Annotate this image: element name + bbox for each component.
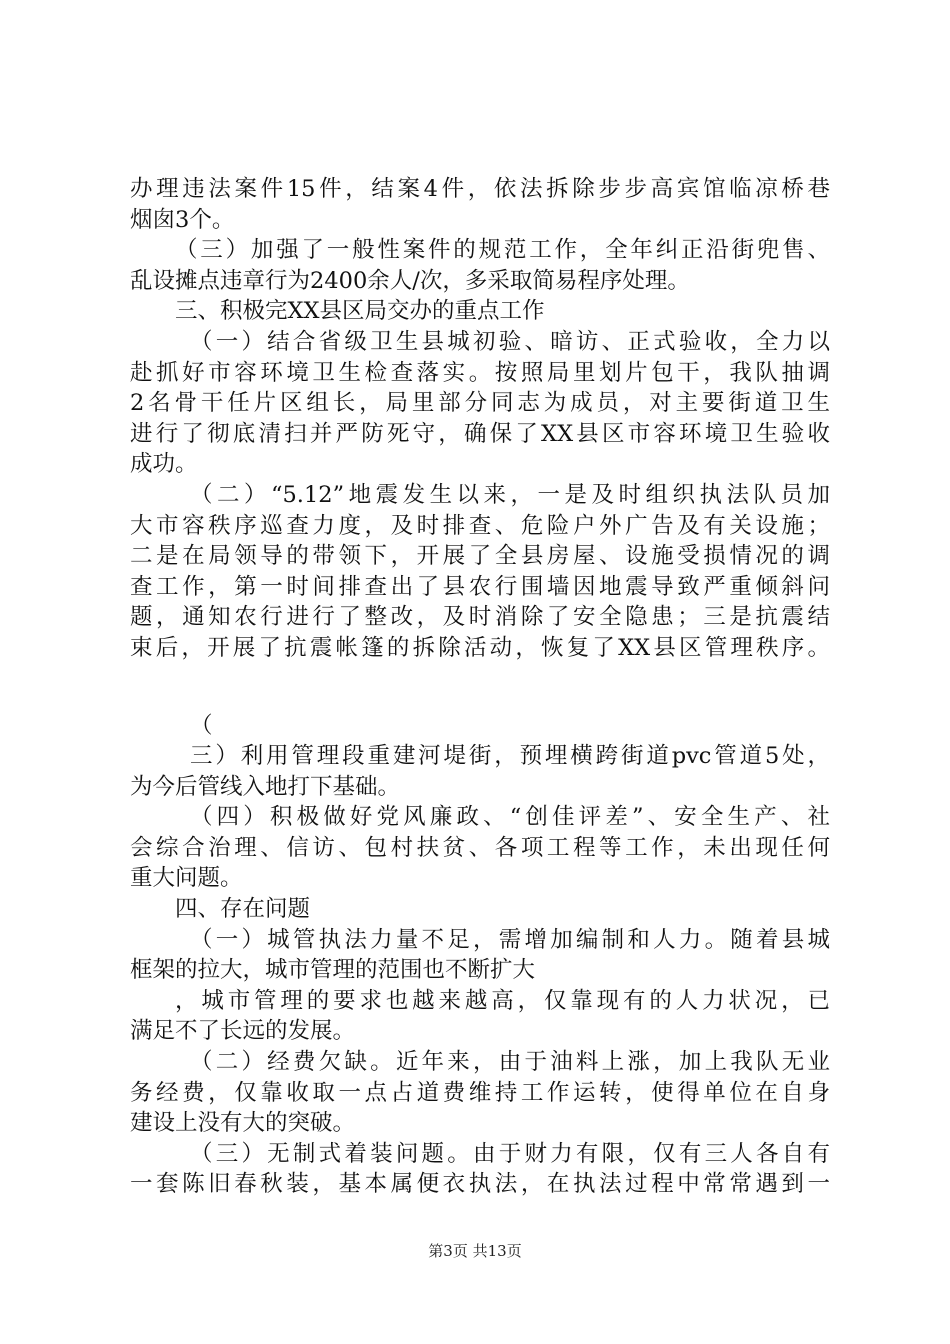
text-line: 烟囱3个。	[130, 206, 235, 233]
text-line: 查工作，第一时间排查出了县农行围墙因地震导致严重倾斜问	[130, 573, 830, 600]
text-line: 重大问题。	[130, 865, 243, 892]
text-line: 成功。	[130, 451, 198, 478]
text-line: 为今后管线入地打下基础。	[130, 773, 401, 800]
text-line: 进行了彻底清扫并严防死守，确保了XX县区市容环境卫生验收	[130, 420, 830, 447]
text-line: 2名骨干任片区组长，局里部分同志为成员，对主要街道卫生	[130, 390, 830, 417]
section-heading: 三、积极完XX县区局交办的重点工作	[175, 298, 545, 325]
text-line: 会综合治理、信访、包村扶贫、各项工程等工作，未出现任何	[130, 834, 830, 861]
text-line: （三）无制式着装问题。由于财力有限，仅有三人各自有	[190, 1140, 830, 1167]
text-line: 题，通知农行进行了整改，及时消除了安全隐患；三是抗震结	[130, 604, 830, 631]
body-text	[130, 174, 830, 1200]
text-line: （一）城管执法力量不足，需增加编制和人力。随着县城	[190, 926, 830, 953]
text-line: 三）利用管理段重建河堤街，预埋横跨街道pvc管道5处，	[190, 743, 830, 770]
text-line: 满足不了长远的发展。	[130, 1018, 356, 1045]
text-line: （四）积极做好党风廉政、“创佳评差”、安全生产、社	[190, 804, 830, 831]
text-line: 一套陈旧春秋装，基本属便衣执法，在执法过程中常常遇到一	[130, 1171, 830, 1198]
text-line: 务经费，仅靠收取一点占道费维持工作运转，使得单位在自身	[130, 1079, 830, 1106]
text-line: 框架的拉大，城市管理的范围也不断扩大	[130, 957, 536, 984]
text-line: （二）“5.12”地震发生以来，一是及时组织执法队员加	[190, 481, 830, 508]
text-line: 赴抓好市容环境卫生检查落实。按照局里划片包干，我队抽调	[130, 359, 830, 386]
text-line: （	[190, 712, 213, 739]
text-line: 大市容秩序巡查力度，及时排查、危险户外广告及有关设施；	[130, 512, 830, 539]
text-line: （一）结合省级卫生县城初验、暗访、正式验收，全力以	[190, 328, 830, 355]
section-heading: 四、存在问题	[175, 896, 311, 923]
page-number-footer: 第3页 共13页	[428, 1242, 522, 1260]
text-line: 二是在局领导的带领下，开展了全县房屋、设施受损情况的调	[130, 543, 830, 570]
text-line: 办理违法案件15件，结案4件，依法拆除步步高宾馆临凉桥巷	[130, 176, 830, 202]
text-line: 乱设摊点违章行为2400余人/次，多采取简易程序处理。	[130, 267, 690, 294]
text-line: 建设上没有大的突破。	[130, 1110, 356, 1137]
text-line: （三）加强了一般性案件的规范工作，全年纠正沿街兜售、	[175, 237, 830, 264]
text-line: （二）经费欠缺。近年来，由于油料上涨，加上我队无业	[190, 1049, 830, 1076]
text-line: ，城市管理的要求也越来越高，仅靠现有的人力状况，已	[175, 987, 830, 1014]
text-line: 束后，开展了抗震帐篷的拆除活动，恢复了XX县区管理秩序。	[130, 634, 830, 661]
